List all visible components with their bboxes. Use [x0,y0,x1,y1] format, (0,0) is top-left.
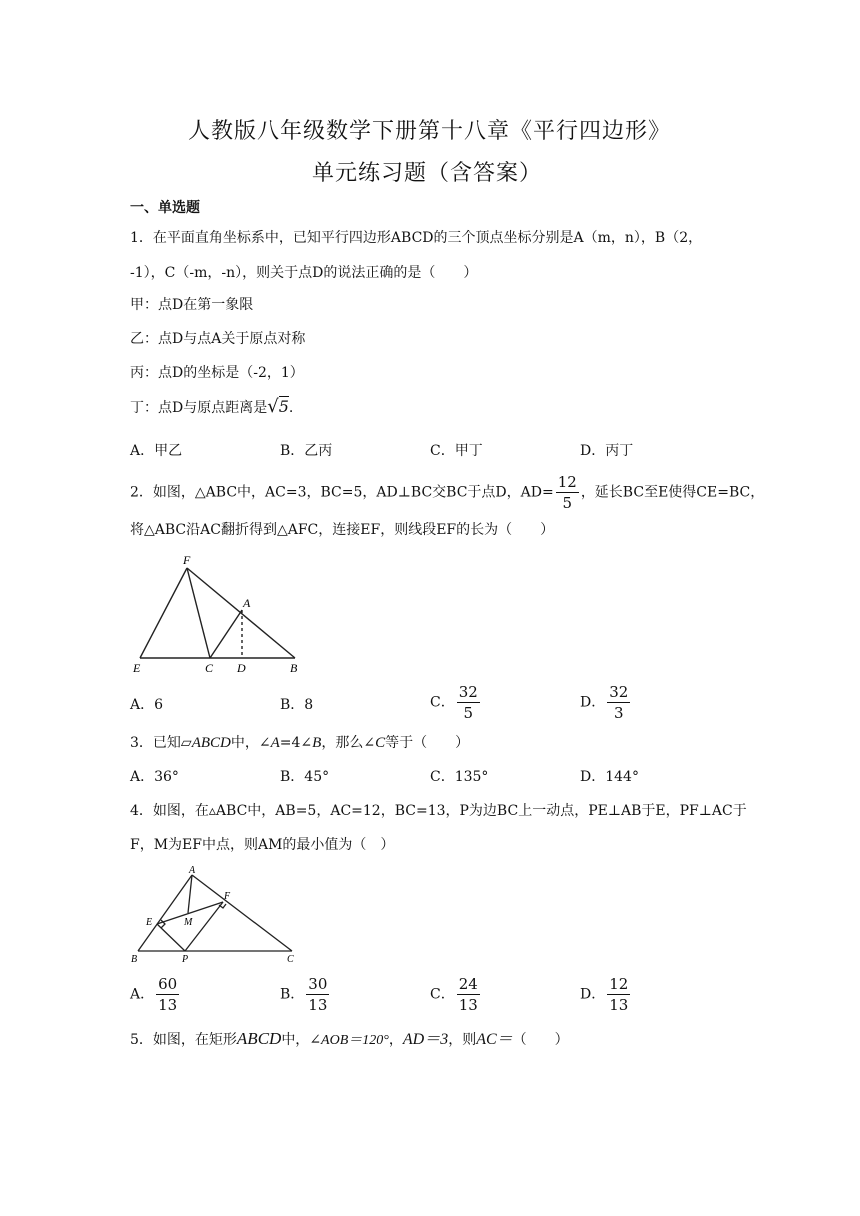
label-c: C [205,661,214,675]
line-fc [187,568,210,658]
q3-post2: 等于（ ） [385,735,470,751]
q4-option-b-num: 30 [308,975,328,993]
q4-option-c-fraction [457,974,480,1015]
q2-ad-num: 12 [557,473,577,491]
q4-option-c-den: 13 [458,996,478,1014]
label-b: B [131,954,138,965]
label-a: A [243,596,251,610]
q2-option-c-den: 5 [463,704,474,722]
label-b: B [290,661,298,675]
q4-option-c-num: 24 [458,975,478,993]
q4-line1: 4．如图，在▵ABC中，AB=5，AC=12，BC=13，P为边BC上一动点，PE⊥AB于E，PF⊥AC于 [130,803,747,819]
q1-yi: 乙：点D与点A关于原点对称 [130,331,306,347]
q2-option-d-num: 32 [609,683,629,701]
q2-option-c-label: C． [430,694,455,711]
q2-line1-post: ，延长BC至E使得CE=BC， [580,484,765,501]
q4-option-a [130,974,181,1015]
label-a: A [189,865,196,876]
sqrt-sign: √ [267,396,279,417]
q1-line1: 1．在平面直角坐标系中，已知平行四边形ABCD的三个顶点坐标分别是A（m，n），B（2， [130,230,703,246]
q1-option-c: C．甲丁 [430,443,483,459]
q3-mid: 中，∠ [230,735,271,751]
q4-option-c-label: C． [430,986,455,1003]
right-angle-f [219,904,226,908]
q5-angle: ∠AOB＝120° [309,1033,389,1048]
q1-ding-text: 丁：点D与原点距离是 [130,400,268,416]
q5-mid1: 中， [281,1032,310,1048]
q5-abcd: ABCD [236,1029,282,1048]
q2-option-c [430,682,482,723]
q4-option-b-den: 13 [308,996,328,1014]
q4-option-a-label: A． [130,986,155,1003]
q4-option-a-num: 60 [158,975,178,993]
q1-ding-radicand: 5 [278,397,289,416]
q4-option-b-label: B． [280,986,305,1003]
q1-ding-period: . [288,400,294,416]
q3-stem [130,732,469,752]
q2-figure [130,550,310,675]
line-fab [187,568,295,658]
q2-line1-pre: 2．如图，△ABC中，AC=3，BC=5，AD⊥BC交BC于点D，AD= [130,484,554,501]
label-m: M [184,917,193,928]
q4-option-b-fraction [306,974,329,1015]
q3-option-d: D．144° [580,769,639,785]
label-f: F [224,891,231,902]
q4-option-c [430,974,482,1015]
q1-option-d: D．丙丁 [580,443,634,459]
line-ca [210,610,242,658]
q5-ac: AC＝ [476,1031,513,1048]
q2-option-b: B．8 [280,697,314,713]
q3-abcd: ABCD [191,735,231,751]
q2-ad-den: 5 [562,494,573,512]
q3-pre: 3．已知 [130,735,181,751]
label-p: P [182,954,189,965]
q2-option-d-label: D． [580,694,606,711]
q3-option-b: B．45° [280,769,330,785]
q2-line2: 将△ABC沿AC翻折得到△AFC，连接EF，则线段EF的长为（ ） [130,522,555,538]
q3-option-a: A．36° [130,769,179,785]
q5-ad: AD＝3 [402,1031,449,1048]
q3-a: A [270,735,280,751]
q2-option-a: A．6 [130,697,164,713]
q1-bing: 丙：点D的坐标是（-2，1） [130,365,304,381]
q1-ding [130,396,293,417]
q3-option-c: C．135° [430,769,489,785]
q3-eq: =4∠ [279,735,313,751]
label-f: F [183,553,191,567]
q4-option-d-den: 13 [609,996,629,1014]
title-line2: 单元练习题（含答案） [312,161,543,186]
q4-line2: F，M为EF中点，则AM的最小值为（ ） [130,837,395,853]
label-e: E [133,661,141,675]
q5-pre: 5．如图，在矩形 [130,1032,237,1048]
q2-option-d-den: 3 [614,704,624,722]
parallelogram-symbol: ▱ [180,735,192,751]
line-ba [138,875,192,951]
q5-stem [130,1026,569,1049]
q4-option-d-label: D． [580,986,606,1003]
q2-option-c-fraction [457,682,480,723]
q2-option-c-num: 32 [458,683,478,701]
q2-line1 [130,472,764,513]
q4-option-d [580,974,632,1015]
q1-line2: -1），C（-m，-n），则关于点D的说法正确的是（ ） [130,265,478,281]
q4-option-b [280,974,331,1015]
q1-option-a: A．甲乙 [130,443,183,459]
q4-figure [128,863,308,968]
q2-ad-fraction [556,472,579,513]
q5-sep: ， [388,1032,403,1048]
line-ef [140,568,187,658]
q4-option-d-num: 12 [609,975,629,993]
q1-jia: 甲：点D在第一象限 [130,297,254,313]
q3-post1: ，那么∠ [321,735,376,751]
q3-c: C [375,735,386,751]
q3-b: B [312,735,322,751]
label-c: C [287,954,294,965]
q4-option-a-fraction [156,974,179,1015]
q2-option-d-fraction [607,682,630,723]
section-heading: 一、单选题 [130,200,200,216]
label-d: D [237,661,246,675]
label-e: E [146,917,153,928]
q5-post: （ ） [512,1032,569,1048]
line-ac [192,875,292,951]
q4-option-a-den: 13 [158,996,178,1014]
q5-mid2: ，则 [448,1032,477,1048]
q2-option-d [580,682,632,723]
q4-option-d-fraction [607,974,630,1015]
title-line1: 人教版八年级数学下册第十八章《平行四边形》 [188,119,672,144]
q1-option-b: B．乙丙 [280,443,333,459]
